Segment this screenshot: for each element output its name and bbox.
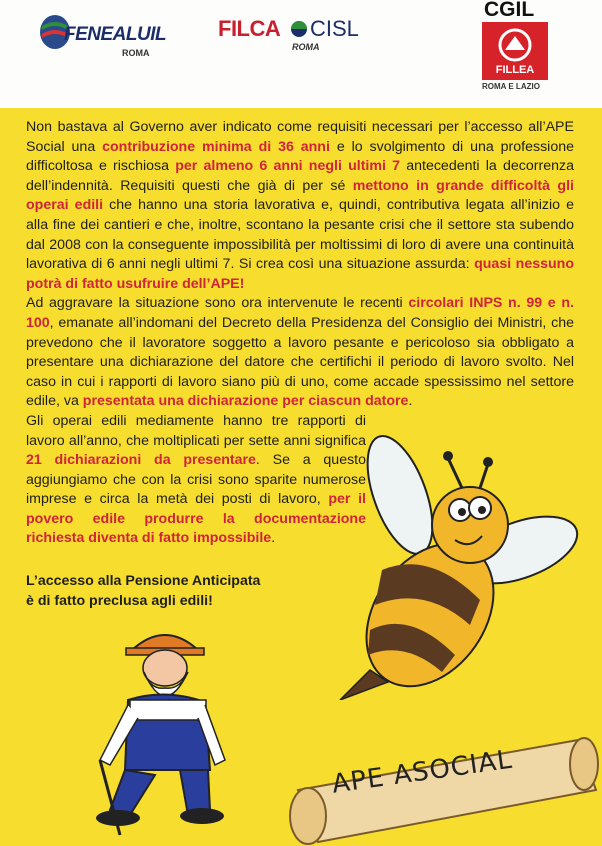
scroll-label: APE ASOCIAL bbox=[330, 744, 515, 800]
feneal-uil-logo bbox=[38, 8, 168, 64]
text-span: Non bastava al Governo aver indicato come requisiti necessari per l’accesso all’APE Social una bbox=[26, 119, 574, 155]
cgil-region: ROMA E LAZIO bbox=[482, 82, 540, 91]
filca-name: FILCA bbox=[218, 16, 281, 41]
header-banner bbox=[0, 0, 602, 108]
cgil-fillea-logo bbox=[476, 0, 572, 96]
highlight-span: per almeno 6 anni negli ultimi 7 bbox=[175, 158, 401, 175]
filca-city: ROMA bbox=[292, 42, 320, 52]
highlight-span: per il povero edile produrre la documentazione richiesta diventa di fatto impossibile bbox=[26, 491, 366, 547]
paragraph-requirements bbox=[26, 118, 574, 294]
fillea-name: FILLEA bbox=[495, 64, 535, 76]
highlight-span: mettono in grande difficoltà gli operai edili bbox=[26, 177, 574, 214]
highlight-span: contribuzione minima di 36 anni bbox=[102, 138, 330, 155]
cisl-circle-icon bbox=[290, 20, 308, 38]
text-span: . Se a questo aggiungiamo che con la crisi sono sparite numerose imprese e circa la metà dei posti di lavoro, bbox=[26, 452, 367, 508]
highlight-span: circolari INPS n. 99 e n. 100 bbox=[26, 295, 574, 331]
highlight-span: 21 dichiarazioni da presentare bbox=[26, 452, 256, 469]
text-span: , emanate all’indomani del Decreto della Presidenza del Consiglio dei Ministri, che prevedono che il lavoratore soggetto a lavoro pesante e pericoloso sia obbligato a presentare una dichiarazione del datore che certifichi il periodo di lavoro svolto. Nel caso in cui i rapporti di lavoro siano più di uno, come accade spessissimo nel settore edile, va bbox=[26, 314, 574, 410]
closing-line-1: L’accesso alla Pensione Anticipata bbox=[26, 573, 261, 589]
text-span: e lo svolgimento di una professione difficoltosa e rischiosa bbox=[26, 138, 574, 175]
paragraph-declarations bbox=[26, 412, 366, 549]
worker-illustration bbox=[70, 610, 250, 840]
filca-cisl-logo bbox=[218, 12, 368, 62]
closing-line-2: è di fatto preclusa agli edili! bbox=[26, 592, 213, 609]
feneal-uil-name: FENEALUIL bbox=[64, 24, 167, 45]
bee-illustration bbox=[330, 400, 590, 700]
cgil-name: CGIL bbox=[484, 0, 535, 21]
feneal-uil-city: ROMA bbox=[122, 48, 150, 58]
text-span: Ad aggravare la situazione sono ora intervenute le recenti bbox=[26, 295, 409, 312]
fillea-red-box bbox=[482, 22, 548, 80]
cisl-name: CISL bbox=[310, 16, 359, 41]
highlight-span: quasi nessuno potrà di fatto usufruire dell’APE! bbox=[26, 256, 574, 292]
text-span: Gli operai edili mediamente hanno tre rapporti di lavoro all’anno, che moltiplicati per sette anni significa bbox=[26, 412, 366, 449]
text-span: . bbox=[408, 393, 413, 410]
closing-statement bbox=[26, 572, 326, 611]
text-span: antecedenti la decorrenza dell’indennità. Requisiti questi che già di per sé bbox=[26, 158, 574, 194]
text-span: . bbox=[271, 530, 276, 547]
text-span: che hanno una storia lavorativa e, quindi, contributiva legata all’inizio e alla fine dei cantieri e che, inoltre, scontano la pesante crisi che il settore sta subendo dal 2008 con la conseguente impossibilità per moltissimi di loro di avere una continuità lavorativa di 6 anni negli ultimi 7. Si crea così una situazione assurda: bbox=[26, 197, 574, 273]
paragraph-inps-circulars bbox=[26, 294, 574, 412]
highlight-span: presentata una dichiarazione per ciascun datore bbox=[82, 393, 409, 410]
fillea-emblem-icon bbox=[495, 26, 535, 64]
